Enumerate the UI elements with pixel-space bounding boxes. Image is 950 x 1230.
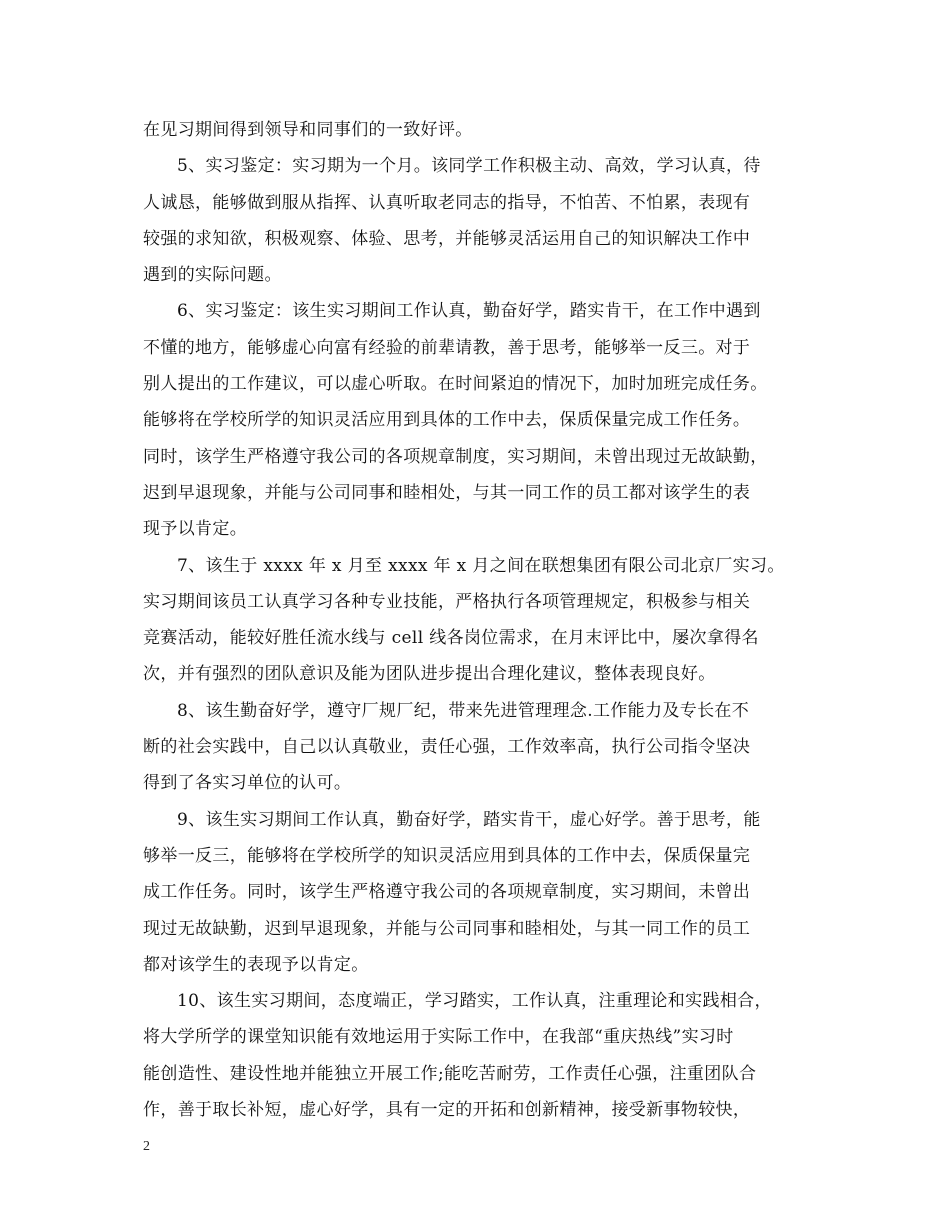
- text-line: 同时，该学生严格遵守我公司的各项规章制度，实习期间，未曾出现过无故缺勤，: [143, 446, 768, 467]
- paragraph-item-7: [143, 548, 825, 693]
- text-line: 实习期间该员工认真学习各种专业技能，严格执行各项管理规定，积极参与相关: [143, 591, 751, 612]
- text-line: 7、该生于 xxxx 年 x 月至 xxxx 年 x 月之间在联想集团有限公司北京厂实习。: [177, 555, 785, 576]
- text-line: 别人提出的工作建议，可以虚心听取。在时间紧迫的情况下，加时加班完成任务。: [143, 374, 768, 395]
- text-line: 现予以肯定。: [143, 519, 248, 540]
- text-line: 都对该学生的表现予以肯定。: [143, 954, 369, 975]
- paragraph-item-9: [143, 802, 825, 983]
- text-line: 竞赛活动，能较好胜任流水线与 cell 线各岗位需求，在月末评比中，屡次拿得名: [143, 628, 759, 649]
- text-line: 较强的求知欲，积极观察、体验、思考，并能够灵活运用自己的知识解决工作中: [143, 228, 751, 249]
- text-line: 人诚恳，能够做到服从指挥、认真听取老同志的指导，不怕苦、不怕累，表现有: [143, 192, 751, 213]
- paragraph-item-8: [143, 693, 825, 802]
- text-line: 9、该生实习期间工作认真，勤奋好学，踏实肯干，虚心好学。善于思考，能: [177, 809, 761, 830]
- text-line: 将大学所学的课堂知识能有效地运用于实际工作中，在我部“重庆热线”实习时: [143, 1027, 734, 1048]
- text-line: 现过无故缺勤，迟到早退现象，并能与公司同事和睦相处，与其一同工作的员工: [143, 918, 751, 939]
- text-line: 断的社会实践中，自己以认真敬业，责任心强，工作效率高，执行公司指令坚决: [143, 737, 751, 758]
- text-line: 得到了各实习单位的认可。: [143, 773, 352, 794]
- paragraph-item-6: [143, 293, 825, 547]
- text-line: 遇到的实际问题。: [143, 265, 282, 286]
- text-line: 作，善于取长补短，虚心好学，具有一定的开拓和创新精神，接受新事物较快，: [143, 1100, 751, 1121]
- text-line: 迟到早退现象，并能与公司同事和睦相处，与其一同工作的员工都对该学生的表: [143, 482, 751, 503]
- text-line: 次，并有强烈的团队意识及能为团队进步提出合理化建议，整体表现良好。: [143, 664, 716, 685]
- text-line: 8、该生勤奋好学，遵守厂规厂纪，带来先进管理理念.工作能力及专长在不: [177, 700, 750, 721]
- paragraph-continuation: [143, 112, 825, 148]
- text-line: 10、该生实习期间，态度端正，学习踏实，工作认真，注重理论和实践相合，: [177, 991, 772, 1012]
- text-line: 5、实习鉴定：实习期为一个月。该同学工作积极主动、高效，学习认真，待: [177, 156, 761, 177]
- text-line: 能够将在学校所学的知识灵活应用到具体的工作中去，保质保量完成工作任务。: [143, 410, 751, 431]
- text-line: 不懂的地方，能够虚心向富有经验的前辈请教，善于思考，能够举一反三。对于: [143, 337, 751, 358]
- text-line: 够举一反三，能够将在学校所学的知识灵活应用到具体的工作中去，保质保量完: [143, 845, 751, 866]
- paragraph-item-5: [143, 148, 825, 293]
- text-line: 成工作任务。同时，该学生严格遵守我公司的各项规章制度，实习期间，未曾出: [143, 882, 751, 903]
- document-body: [143, 112, 825, 1128]
- text-line: 6、实习鉴定：该生实习期间工作认真，勤奋好学，踏实肯干，在工作中遇到: [177, 301, 761, 322]
- paragraph-item-10: [143, 983, 825, 1128]
- text-line: 在见习期间得到领导和同事们的一致好评。: [143, 120, 473, 140]
- page-number: 2: [143, 1139, 150, 1154]
- text-line: 能创造性、建设性地并能独立开展工作;能吃苦耐劳，工作责任心强，注重团队合: [143, 1063, 757, 1084]
